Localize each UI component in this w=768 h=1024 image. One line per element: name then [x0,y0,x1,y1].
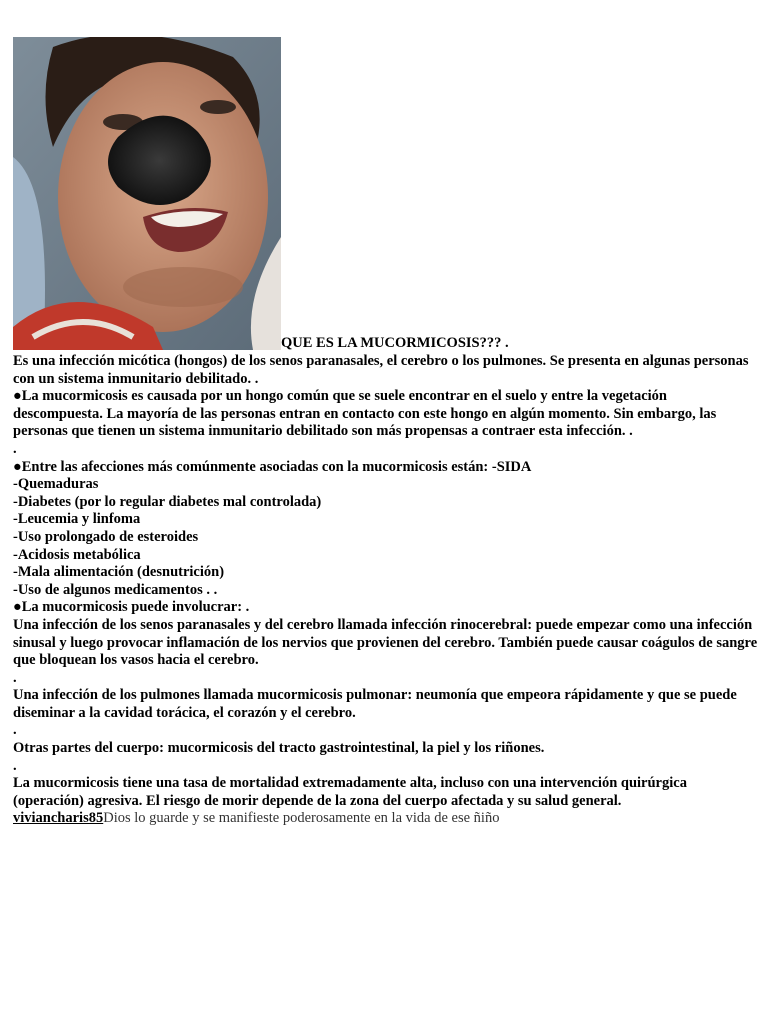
post-paragraph: . [13,757,17,774]
post-paragraph: -Acidosis metabólica [13,546,141,563]
comment [13,810,758,828]
post-paragraph: -Leucemia y linfoma [13,511,141,528]
post-paragraph: . [13,669,17,686]
post-paragraph: -Quemaduras [13,476,99,493]
post-photo[interactable] [13,37,281,350]
comment-text: Dios lo guarde y se manifieste poderosamente en la vida de ese ñiño [103,810,500,827]
post-paragraph: La mucormicosis tiene una tasa de mortalidad extremadamente alta, incluso con una intervención quirúrgica (operación) agresiva. El riesgo de morir depende de la zona del cuerpo afectada y su salud general. [13,775,687,809]
post-paragraph: ●La mucormicosis puede involucrar: . [13,599,250,616]
post-paragraph: . [13,440,17,457]
photo-row [13,37,758,353]
post-body [13,353,758,810]
post-paragraph: -Uso de algunos medicamentos . . [13,581,218,598]
post-paragraph: Una infección de los pulmones llamada mucormicosis pulmonar: neumonía que empeora rápidamente y que se puede diseminar a la cavidad torácica, el corazón y el cerebro. [13,687,737,721]
post-paragraph: Es una infección micótica (hongos) de los senos paranasales, el cerebro o los pulmones. Se presenta en algunas personas con un sistema inmunitario debilitado. . [13,353,749,387]
post-paragraph: . [13,722,17,739]
post-paragraph: -Uso prolongado de esteroides [13,528,199,545]
post-paragraph: ●La mucormicosis es causada por un hongo común que se suele encontrar en el suelo y entre la vegetación descompuesta. La mayoría de las personas entran en contacto con este hongo en algún momento. Sin embargo, las personas que tienen un sistema inmunitario debilitado son más propensas a contraer esta infección. . [13,388,717,440]
post-title: QUE ES LA MUCORMICOSIS??? . [281,335,509,351]
photo-illustration [13,37,281,350]
post-container [13,37,758,828]
post-paragraph: -Mala alimentación (desnutrición) [13,564,225,581]
post-paragraph: Otras partes del cuerpo: mucormicosis del tracto gastrointestinal, la piel y los riñones. [13,740,545,757]
post-paragraph: Una infección de los senos paranasales y del cerebro llamada infección rinocerebral: puede empezar como una infección sinusal y luego provocar inflamación de los nervios que provienen del cerebro. También puede causar coágulos de sangre que bloquean los vasos hacia el cerebro. [13,616,758,669]
post-paragraph: ●Entre las afecciones más comúnmente asociadas con la mucormicosis están: -SIDA [13,458,532,475]
comment-username-link[interactable]: viviancharis85 [13,810,104,827]
post-paragraph: -Diabetes (por lo regular diabetes mal controlada) [13,493,322,510]
